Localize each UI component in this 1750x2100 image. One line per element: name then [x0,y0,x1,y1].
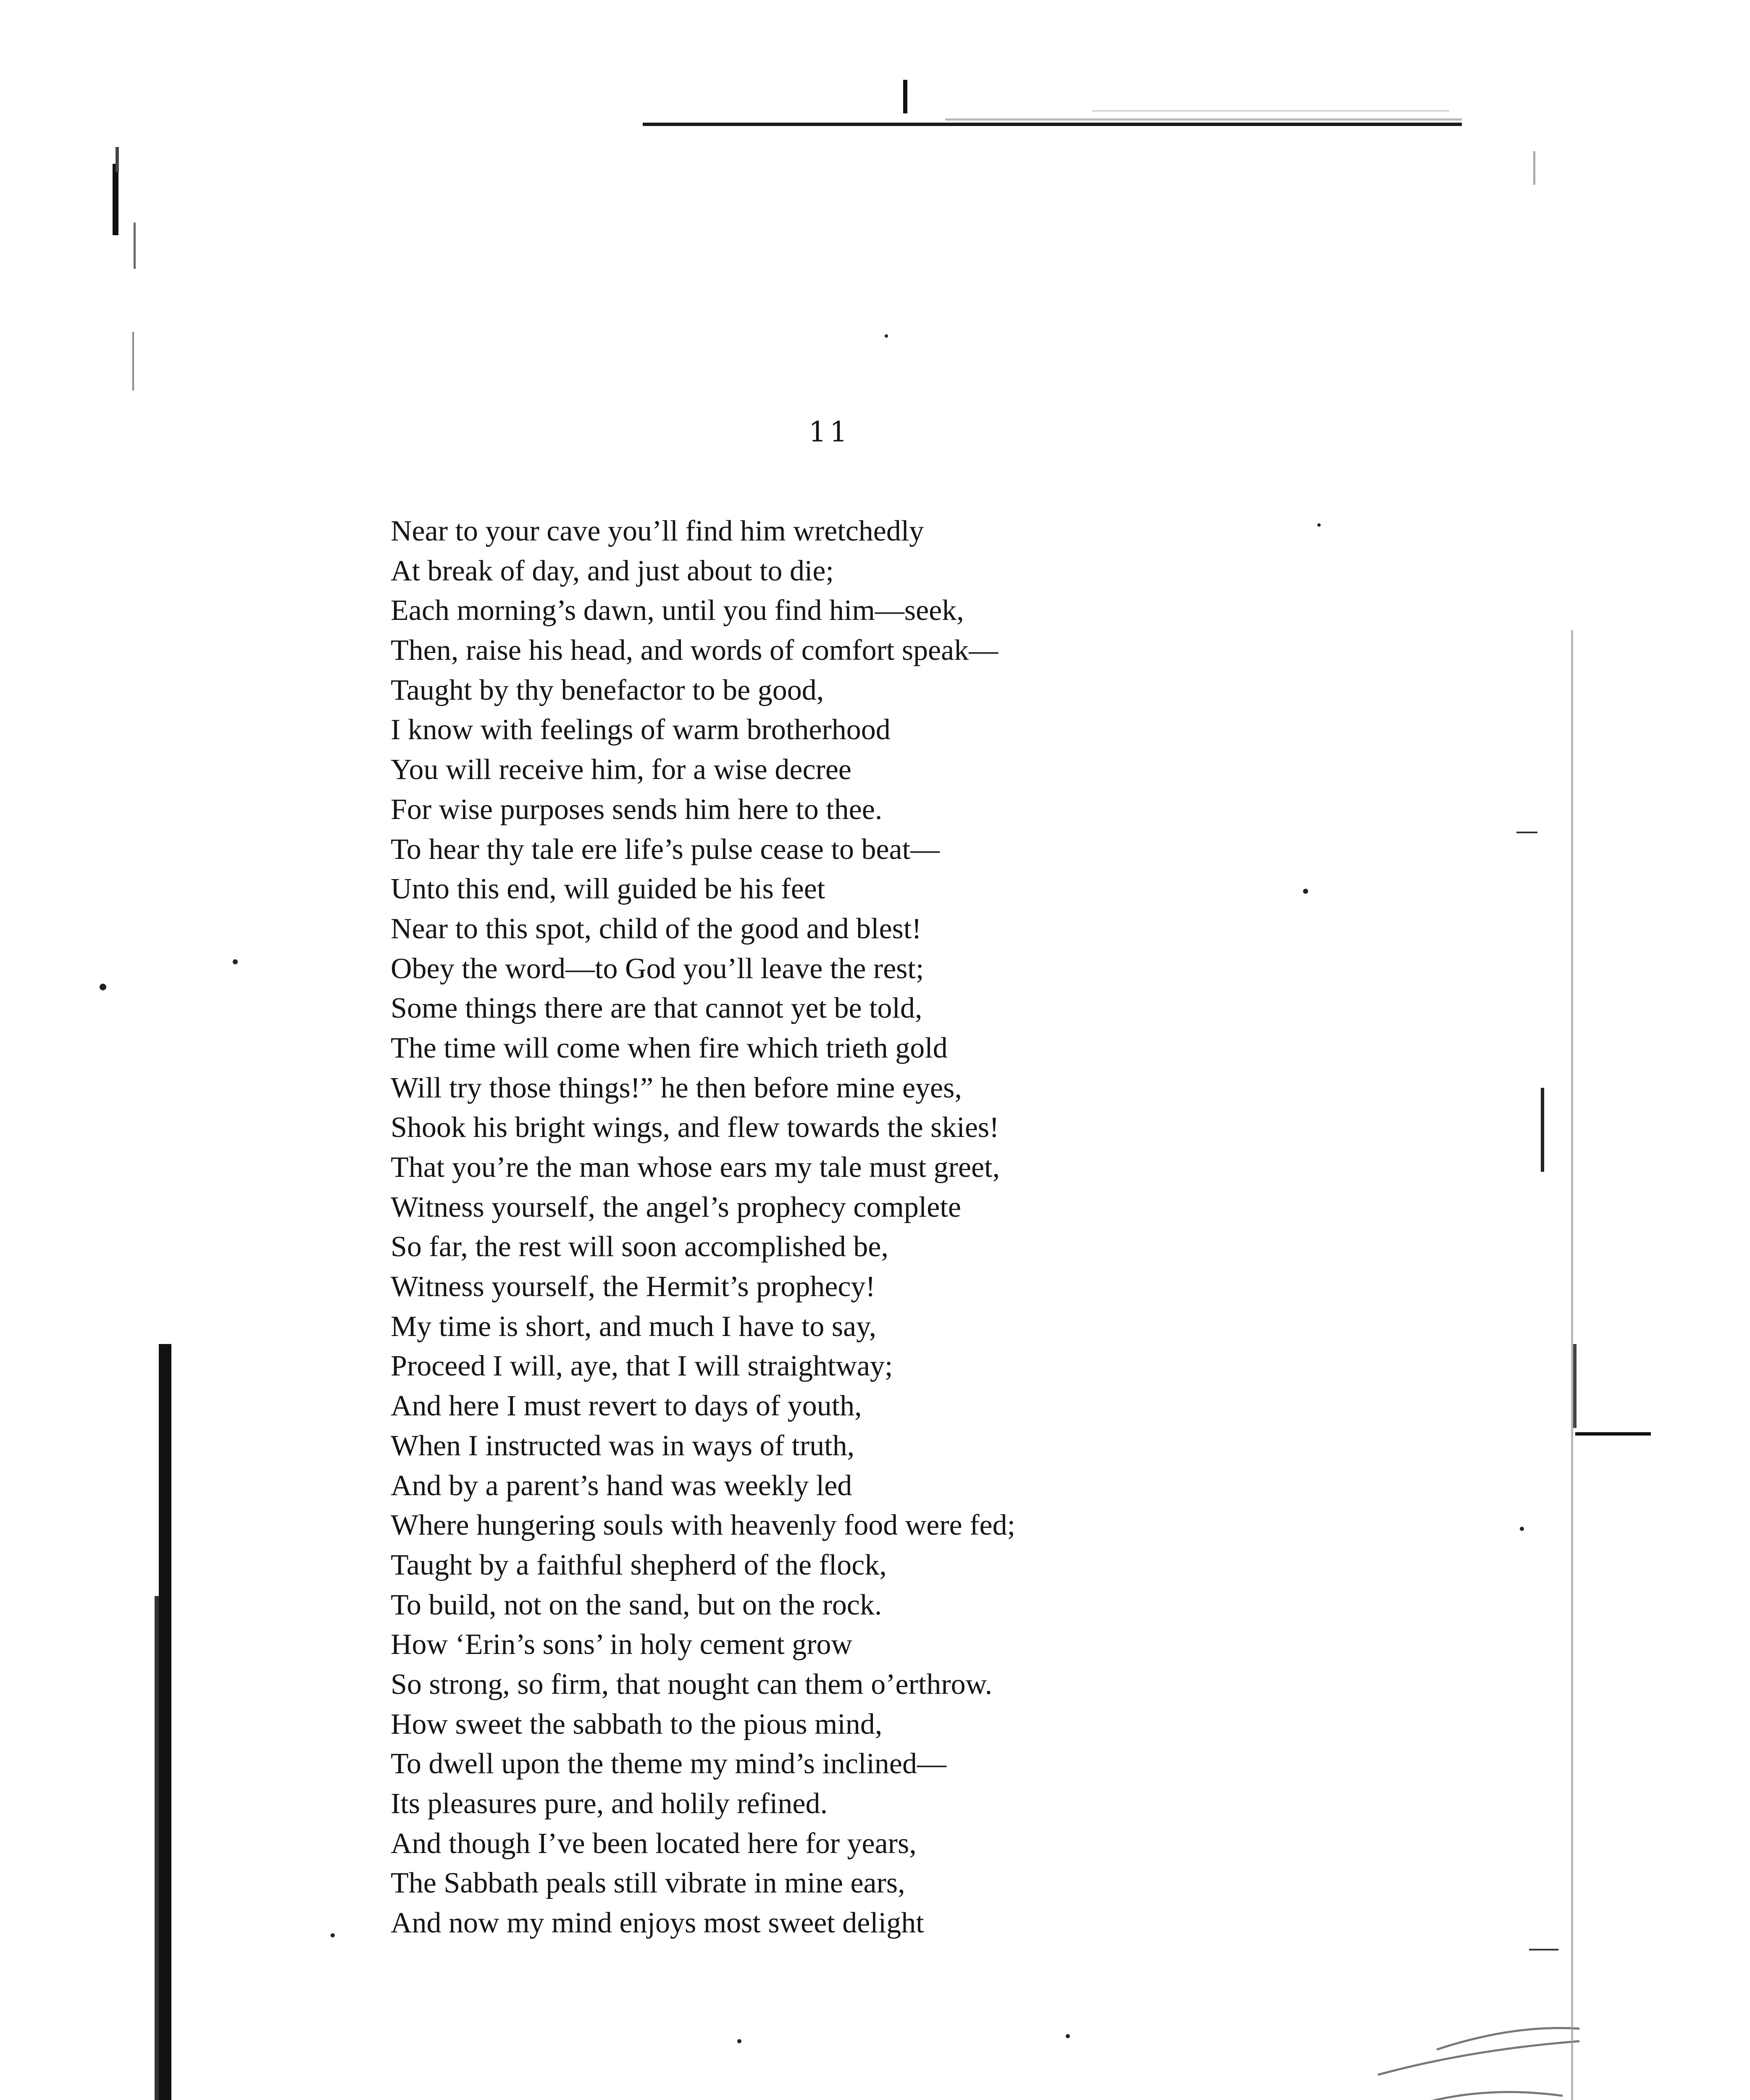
poem-line: To build, not on the sand, but on the rock. [391,1588,882,1621]
poem-line: Will try those things!” he then before mine eyes, [391,1071,962,1104]
poem-line: So far, the rest will soon accomplished be, [391,1231,888,1263]
poem-line: And though I’ve been located here for years, [391,1827,917,1860]
poem-line: And by a parent’s hand was weekly led [391,1469,852,1502]
poem-line: Some things there are that cannot yet be told, [391,992,922,1025]
poem-line: And now my mind enjoys most sweet delight [391,1907,924,1940]
right-edge-shadow [1516,151,1651,2100]
poem-line: Proceed I will, aye, that I will straightway; [391,1350,893,1383]
left-spine-shadow [113,147,171,2100]
poem-line: Witness yourself, the Hermit’s prophecy! [391,1270,875,1303]
poem-line: Then, raise his head, and words of comfort speak— [391,634,998,667]
page-number: 11 [809,416,851,448]
poem-line: Obey the word—to God you’ll leave the rest; [391,952,924,985]
poem-line: My time is short, and much I have to say, [391,1310,877,1343]
poem-line: When I instructed was in ways of truth, [391,1429,855,1462]
poem-line: Unto this end, will guided be his feet [391,873,825,906]
poem-line: Taught by a faithful shepherd of the flock, [391,1549,887,1581]
poem-line: For wise purposes sends him here to thee. [391,793,883,826]
poem-line: Where hungering souls with heavenly food were fed; [391,1509,1016,1542]
poem-line: At break of day, and just about to die; [391,554,834,587]
poem-line: You will receive him, for a wise decree [391,753,851,786]
poem-line: Each morning’s dawn, until you find him—seek, [391,594,964,627]
poem-line: How sweet the sabbath to the pious mind, [391,1708,883,1740]
poem-line: Shook his bright wings, and flew towards the skies! [391,1111,999,1144]
poem-line: Near to this spot, child of the good and blest! [391,912,922,945]
poem-line: That you’re the man whose ears my tale must greet, [391,1151,1000,1184]
poem-line: The time will come when fire which trieth gold [391,1032,948,1064]
poem-line: Taught by thy benefactor to be good, [391,674,824,706]
poem-line: To dwell upon the theme my mind’s inclined— [391,1748,946,1780]
poem-line: So strong, so firm, that nought can them o’erthrow. [391,1668,993,1701]
poem-line: The Sabbath peals still vibrate in mine ears, [391,1867,905,1900]
poem-line: Near to your cave you’ll find him wretchedly [391,515,924,547]
top-rule [643,80,1462,126]
poem-line: I know with feelings of warm brotherhood [391,714,891,746]
poem-line: Witness yourself, the angel’s prophecy complete [391,1191,961,1223]
poem-line: Its pleasures pure, and holily refined. [391,1788,828,1820]
poem-line: To hear thy tale ere life’s pulse cease to beat— [391,833,940,866]
poem-line: How ‘Erin’s sons’ in holy cement grow [391,1628,853,1661]
bottom-rule [176,2028,1579,2100]
poem-line: And here I must revert to days of youth, [391,1390,862,1423]
poem-text [391,512,1015,1943]
